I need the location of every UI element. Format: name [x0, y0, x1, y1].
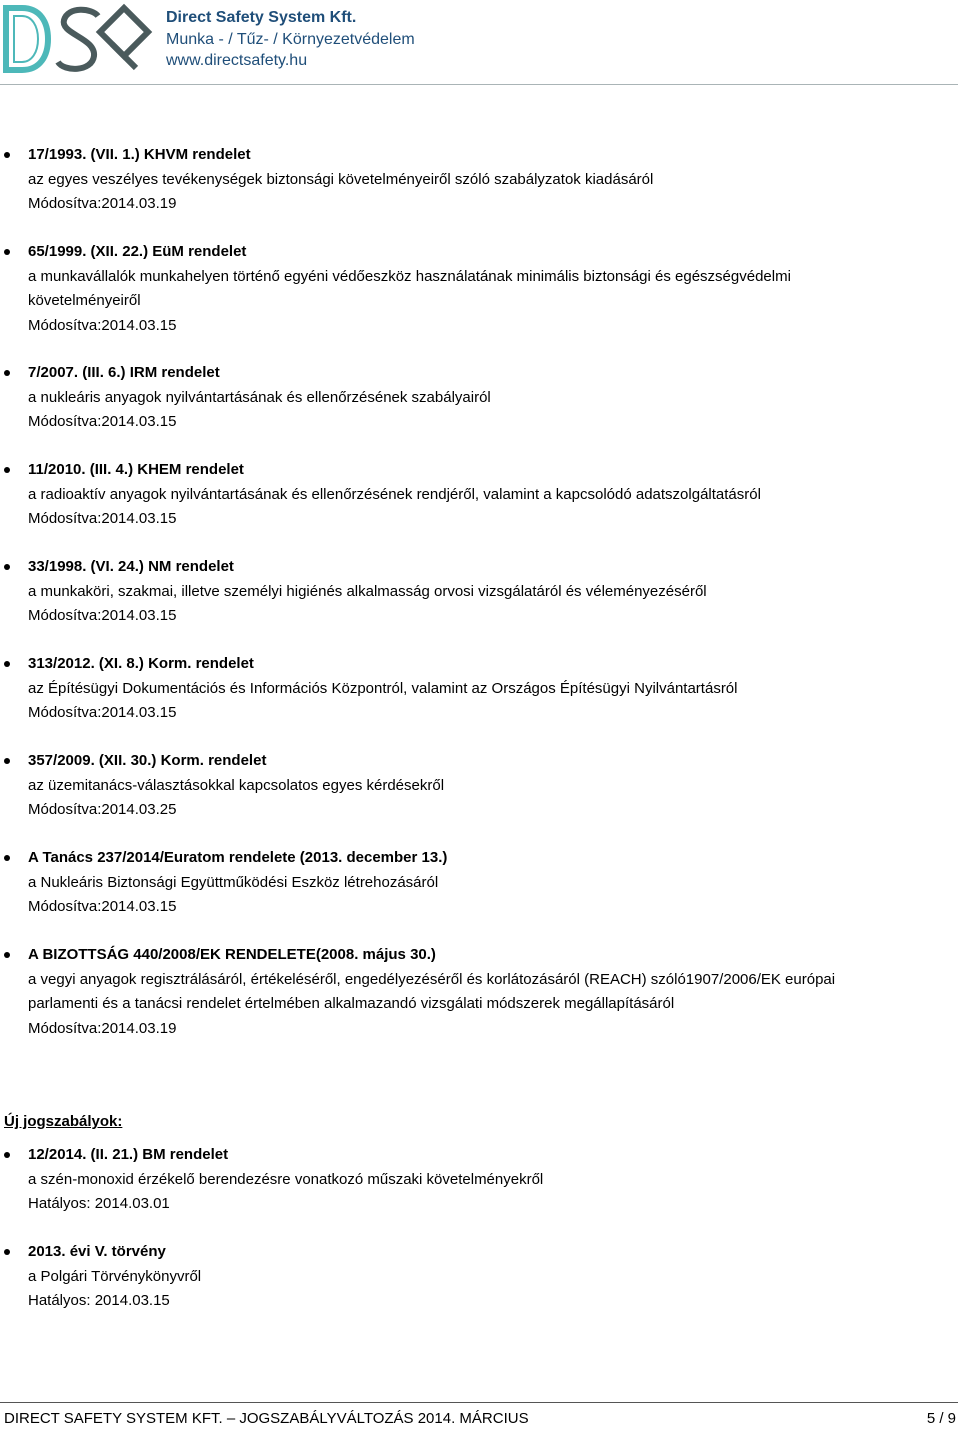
page-header [0, 0, 960, 86]
regulation-modified: Módosítva:2014.03.15 [28, 607, 177, 624]
bullet-icon [4, 758, 10, 764]
regulation-modified: Módosítva:2014.03.19 [28, 1019, 177, 1037]
regulation-description: az egyes veszélyes tevékenységek biztonsági követelményeiről szóló szabályzatok kiadásáról [28, 170, 654, 188]
regulation-description: parlamenti és a tanácsi rendelet értelmében alkalmazandó vizsgálati módszerek megállapításáról [28, 995, 675, 1012]
bullet-icon [4, 249, 10, 255]
regulation-title: 11/2010. (III. 4.) KHEM rendelet [28, 461, 244, 478]
regulation-effective-date: Hatályos: 2014.03.01 [28, 1195, 170, 1212]
bullet-icon [4, 467, 10, 473]
dss-logo [2, 2, 154, 76]
regulation-description: követelményeiről [28, 292, 141, 309]
bullet-icon [4, 1152, 10, 1158]
regulation-description: az Építésügyi Dokumentációs és Információs Központról, valamint az Országos Építésügyi Nyilvántartásról [28, 679, 738, 697]
bullet-icon [4, 1249, 10, 1255]
company-block [166, 7, 415, 72]
regulation-effective-date: Hatályos: 2014.03.15 [28, 1292, 170, 1309]
regulation-modified: Módosítva:2014.03.19 [28, 195, 177, 212]
footer-divider [0, 1402, 958, 1403]
regulation-modified: Módosítva:2014.03.15 [28, 704, 177, 721]
regulation-title: A Tanács 237/2014/Euratom rendelete (2013. december 13.) [28, 849, 448, 866]
header-divider [0, 84, 958, 85]
regulation-title: 2013. évi V. törvény [28, 1243, 166, 1260]
regulation-title: 357/2009. (XII. 30.) Korm. rendelet [28, 752, 267, 769]
bullet-icon [4, 855, 10, 861]
regulation-title: 65/1999. (XII. 22.) EüM rendelet [28, 243, 247, 260]
company-website[interactable]: www.directsafety.hu [166, 52, 308, 69]
regulation-description: a munkaköri, szakmai, illetve személyi higiénés alkalmasság orvosi vizsgálatáról és véleményezéséről [28, 582, 707, 600]
bullet-icon [4, 952, 10, 958]
footer-text: DIRECT SAFETY SYSTEM KFT. – JOGSZABÁLYVÁLTOZÁS 2014. MÁRCIUS [4, 1410, 529, 1427]
bullet-icon [4, 661, 10, 667]
bullet-icon [4, 152, 10, 158]
company-tagline: Munka - / Tűz- / Környezetvédelem [166, 30, 415, 48]
regulation-title: 17/1993. (VII. 1.) KHVM rendelet [28, 146, 251, 163]
regulation-modified: Módosítva:2014.03.25 [28, 801, 177, 818]
regulation-title: A BIZOTTSÁG 440/2008/EK RENDELETE(2008. május 30.) [28, 946, 436, 963]
regulation-description: a radioaktív anyagok nyilvántartásának és ellenőrzésének rendjéről, valamint a kapcsolódó adatszolgáltatásról [28, 485, 761, 503]
bullet-icon [4, 564, 10, 570]
page-number: 5 / 9 [926, 1410, 956, 1427]
regulation-modified: Módosítva:2014.03.15 [28, 510, 177, 527]
regulation-description: a szén-monoxid érzékelő berendezésre vonatkozó műszaki követelményekről [28, 1170, 544, 1188]
regulation-description: a Nukleáris Biztonsági Együttműködési Eszköz létrehozásáról [28, 873, 439, 891]
regulation-title: 12/2014. (II. 21.) BM rendelet [28, 1146, 229, 1163]
new-regulations-heading: Új jogszabályok: [4, 1113, 123, 1130]
regulation-title: 33/1998. (VI. 24.) NM rendelet [28, 558, 234, 575]
regulation-modified: Módosítva:2014.03.15 [28, 898, 177, 915]
regulation-description: a munkavállalók munkahelyen történő egyéni védőeszköz használatának minimális biztonsági és egészségvédelmi [28, 267, 791, 285]
regulation-description: az üzemitanács-választásokkal kapcsolatos egyes kérdésekről [28, 776, 445, 794]
regulation-title: 313/2012. (XI. 8.) Korm. rendelet [28, 655, 254, 672]
regulation-title: 7/2007. (III. 6.) IRM rendelet [28, 364, 220, 381]
regulation-description: a Polgári Törvénykönyvről [28, 1267, 202, 1285]
regulation-description: a nukleáris anyagok nyilvántartásának és ellenőrzésének szabályairól [28, 388, 491, 406]
company-name: Direct Safety System Kft. [166, 9, 357, 26]
bullet-icon [4, 370, 10, 376]
regulation-modified: Módosítva:2014.03.15 [28, 413, 177, 430]
regulation-description: a vegyi anyagok regisztrálásáról, értékeléséről, engedélyezéséről és korlátozásáról (REACH) szóló1907/2006/EK európai [28, 970, 836, 988]
regulation-modified: Módosítva:2014.03.15 [28, 316, 177, 334]
